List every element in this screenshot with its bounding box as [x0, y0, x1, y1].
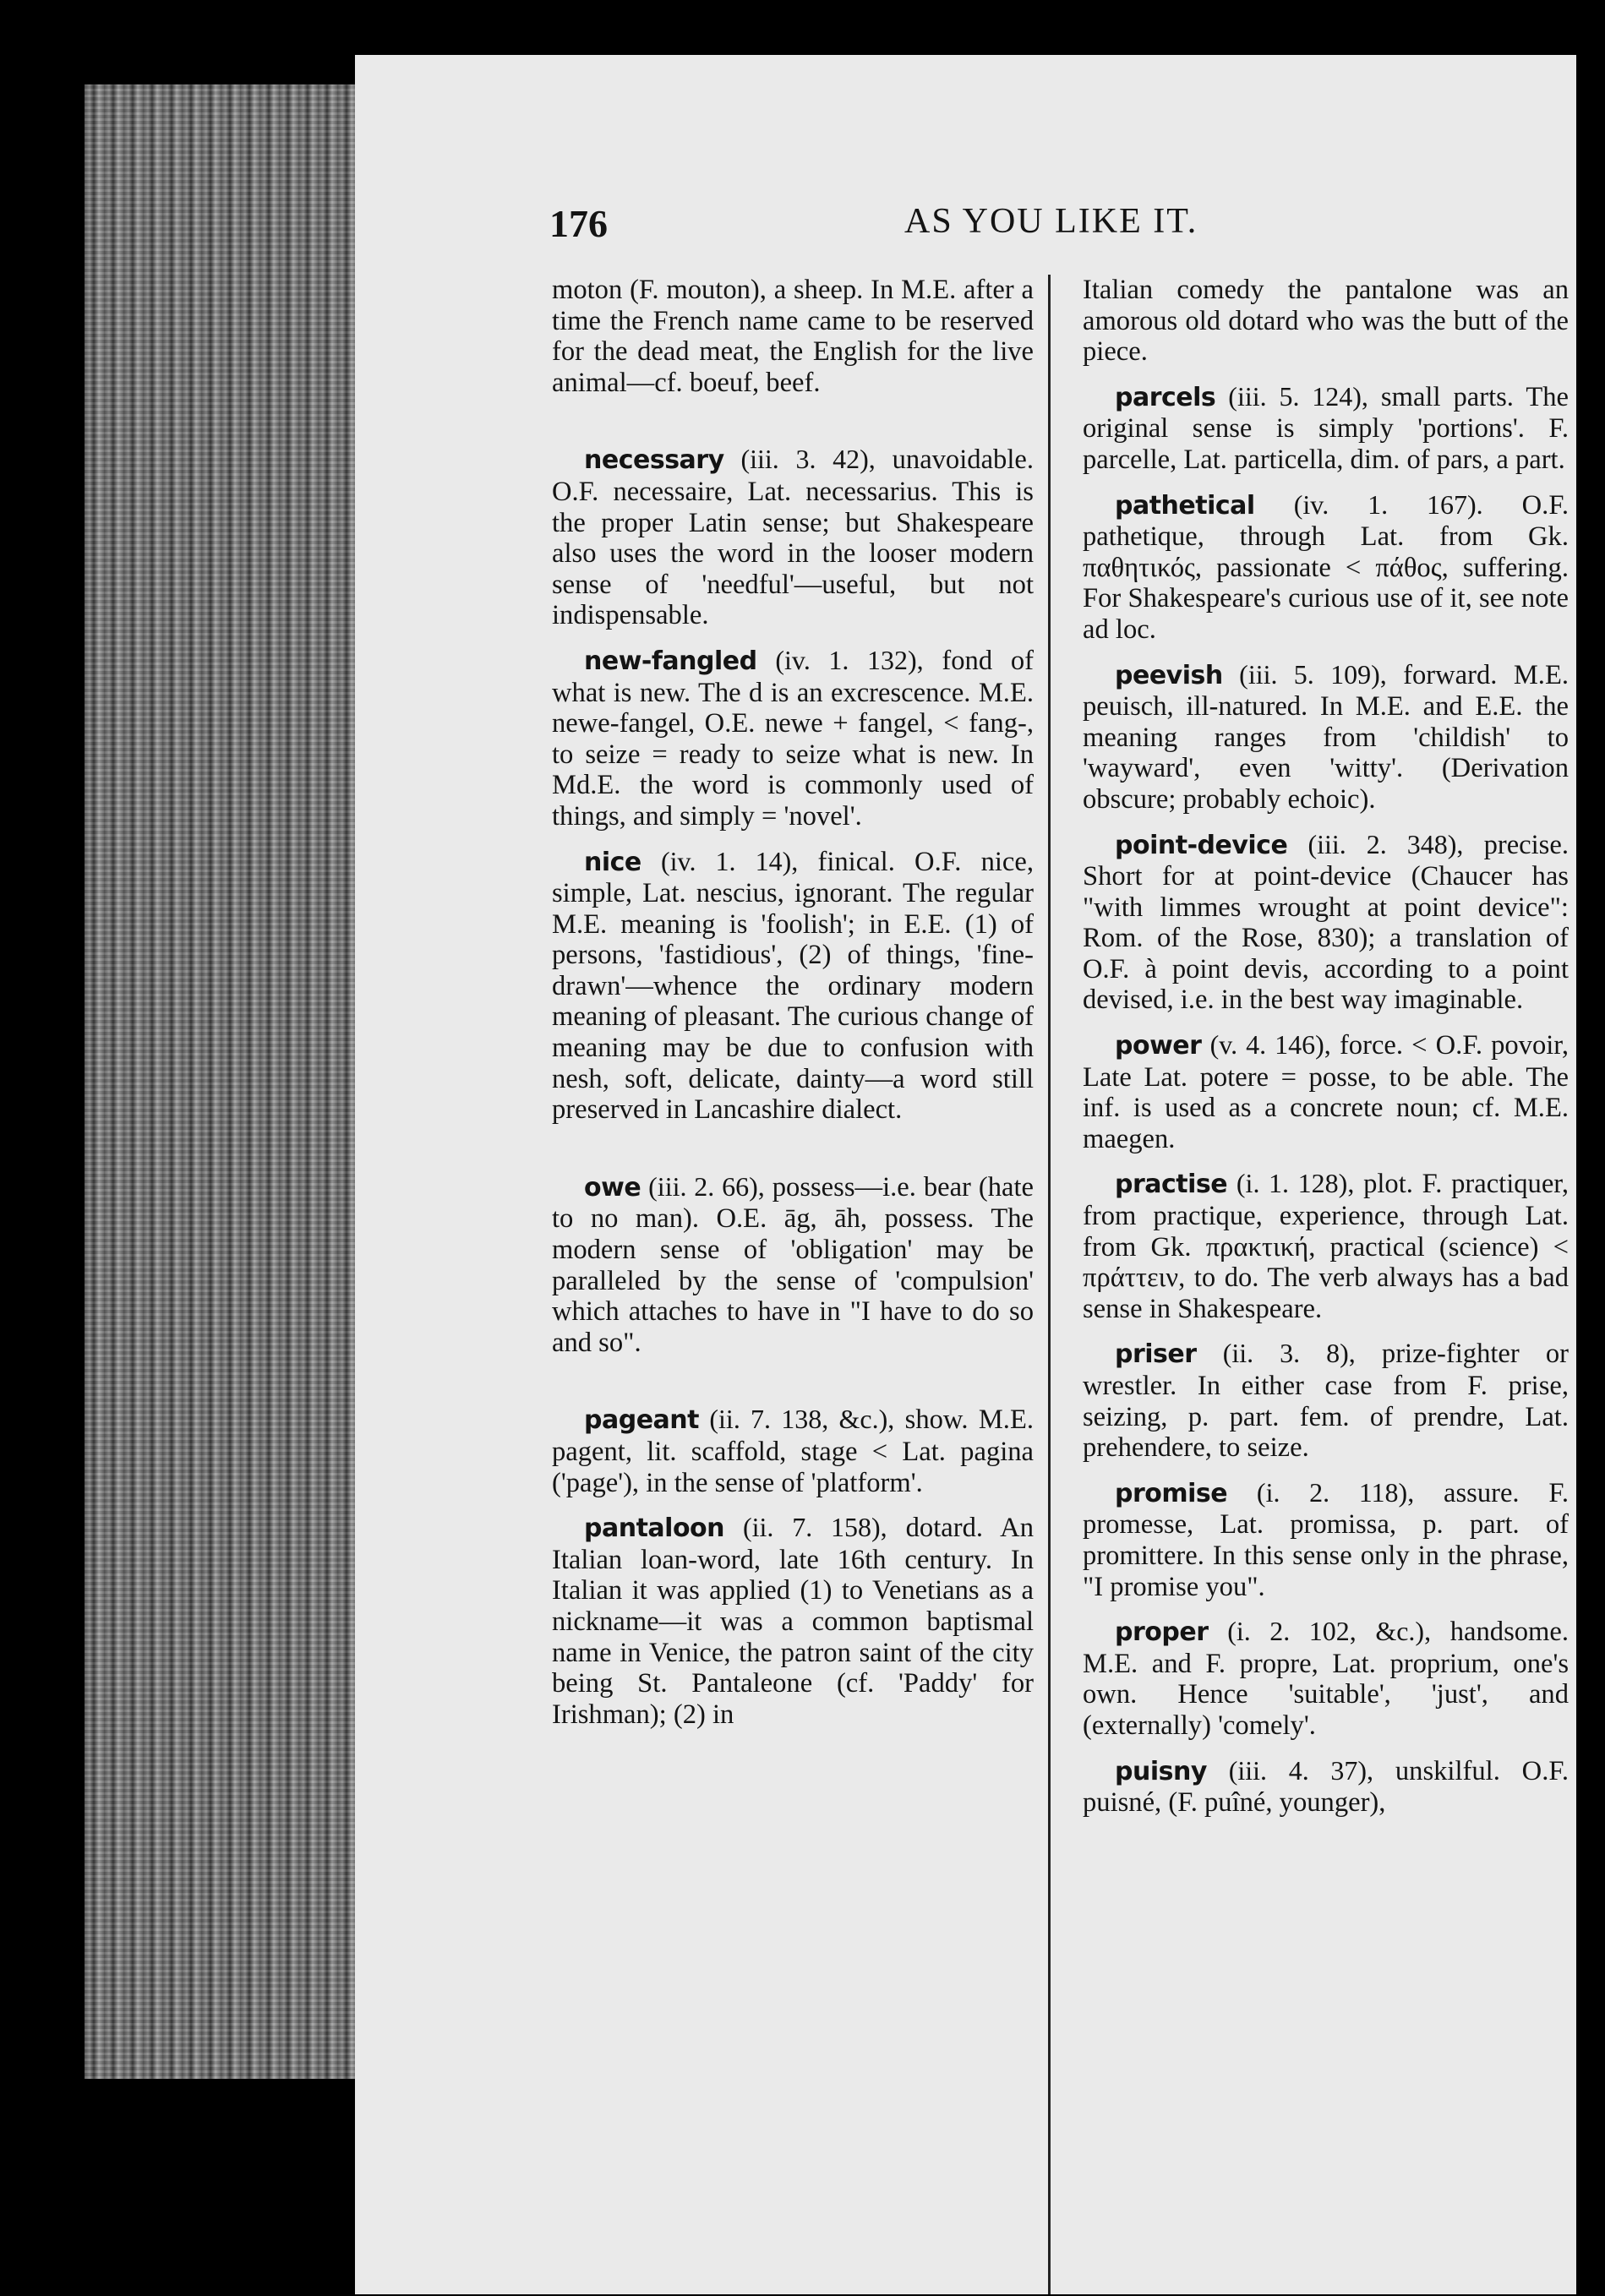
- glossary-entry: [1083, 659, 1569, 815]
- entry-headword: pageant: [584, 1405, 699, 1436]
- entry-reference: (ii. 7. 158),: [742, 1512, 887, 1543]
- entry-reference: (i. 2. 102, &c.),: [1227, 1616, 1432, 1647]
- glossary-entry: [552, 444, 1034, 631]
- entry-headword: nice: [584, 847, 641, 877]
- entry-body: moton (F. mouton), a sheep. In M.E. after a time the French name came to be reserved for the dead meat, the English for the live animal—cf. boeuf, beef.: [552, 275, 1034, 398]
- column-divider: [1048, 275, 1051, 2294]
- glossary-entry: [552, 1171, 1034, 1359]
- glossary-entry: [552, 275, 1034, 398]
- entry-body: prize-fighter or wrestler. In either case from F. prise, seizing, p. part. fem. of prendre, Lat. prehendere, to seize.: [1083, 1339, 1569, 1464]
- entry-body: dotard. An Italian loan-word, late 16th century. In Italian it was applied (1) to Venetians as a nickname—it was a common baptismal name in Venice, the patron saint of the city being St. Pantaleone (cf. 'Paddy' for Irishman); (2) in: [552, 1513, 1034, 1730]
- entry-reference: (iii. 2. 348),: [1307, 828, 1464, 859]
- entry-body: finical. O.F. nice, simple, Lat. nescius, ignorant. The regular M.E. meaning is 'foolish'; in E.E. (1) of persons, 'fastidious', (2) of things, 'fine-drawn'—whence the ordinary modern meaning of pleasant. The curious change of meaning may be due to confusion with nesh, soft, delicate, dainty—a word still preserved in Lancashire dialect.: [552, 846, 1034, 1126]
- glossary-entry: [552, 1404, 1034, 1498]
- glossary-entry: [1083, 489, 1569, 646]
- entry-reference: (i. 2. 118),: [1256, 1476, 1415, 1508]
- entry-headword: new-fangled: [584, 646, 757, 676]
- entry-body: force. < O.F. povoir, Late Lat. potere = posse, to be able. The inf. is used as a concrete noun; cf. M.E. maegen.: [1083, 1030, 1569, 1154]
- entry-headword: puisny: [1115, 1756, 1207, 1786]
- page-header: [549, 201, 1500, 269]
- entry-reference: (iv. 1. 167).: [1293, 488, 1483, 520]
- running-title: AS YOU LIKE IT.: [904, 202, 1198, 241]
- glossary-entry: [1083, 1755, 1569, 1819]
- glossary-entry: [552, 846, 1034, 1126]
- entry-reference: (i. 1. 128),: [1236, 1168, 1355, 1199]
- glossary-entry: [1083, 829, 1569, 1017]
- entry-headword: power: [1115, 1031, 1202, 1061]
- entry-body: small parts. The original sense is simply 'portions'. F. parcelle, Lat. particella, dim. of pars, a part.: [1083, 381, 1569, 475]
- glossary-entry: [1083, 1477, 1569, 1602]
- entry-body: unskilful. O.F. puisné, (F. puîné, younger),: [1083, 1755, 1569, 1819]
- entry-headword: promise: [1115, 1478, 1228, 1508]
- glossary-entry: [1083, 1168, 1569, 1324]
- right-column: [1083, 275, 1569, 1832]
- entry-headword: owe: [584, 1172, 641, 1203]
- entry-reference: (iv. 1. 132),: [775, 644, 924, 675]
- left-column: [552, 275, 1034, 1743]
- entry-body: assure. F. promesse, Lat. promissa, p. part. of promittere. In this sense only in the phrase, "I promise you".: [1083, 1477, 1569, 1602]
- entry-headword: parcels: [1115, 382, 1216, 412]
- entry-body: forward. M.E. peuisch, ill-natured. In M.E. and E.E. the meaning ranges from 'childish' to 'wayward', even 'witty'. (Derivation obscure; probably echoic).: [1083, 659, 1569, 815]
- entry-headword: peevish: [1115, 660, 1223, 690]
- glossary-entry: [1083, 381, 1569, 476]
- entry-body: possess—i.e. bear (hate to no man). O.E. āg, āh, possess. The modern sense of 'obligation' may be paralleled by the sense of 'compulsion' which attaches to have in "I have to do so and so".: [552, 1171, 1034, 1358]
- glossary-entry: [552, 1512, 1034, 1730]
- entry-body: precise. Short for at point-device (Chaucer has "with limmes wrought at point device": Rom. of the Rose, 830); a translation of O.F. à point devis, according to a point devised, i.e. in the best way imaginable.: [1083, 829, 1569, 1016]
- entry-headword: proper: [1115, 1617, 1209, 1648]
- entry-reference: (iv. 1. 14),: [661, 845, 799, 876]
- entry-body: unavoidable. O.F. necessaire, Lat. necessarius. This is the proper Latin sense; but Shakespeare also uses the word in the looser modern sense of 'needful'—useful, but not indispensable.: [552, 444, 1034, 631]
- glossary-entry: [1083, 275, 1569, 368]
- glossary-entry: [1083, 1029, 1569, 1154]
- entry-reference: (iii. 5. 109),: [1239, 658, 1387, 690]
- book-edge: [85, 85, 355, 2079]
- entry-reference: (ii. 3. 8),: [1222, 1338, 1356, 1369]
- entry-body: handsome. M.E. and F. propre, Lat. proprium, one's own. Hence 'suitable', 'just', and (externally) 'comely'.: [1083, 1617, 1570, 1741]
- entry-headword: practise: [1115, 1170, 1228, 1200]
- entry-headword: pantaloon: [584, 1513, 725, 1544]
- glossary-entry: [1083, 1616, 1569, 1741]
- entry-reference: (v. 4. 146),: [1209, 1029, 1331, 1061]
- entry-reference: (iii. 4. 37),: [1228, 1754, 1374, 1786]
- entry-headword: necessary: [584, 445, 724, 476]
- entry-body: fond of what is new. The d is an excrescence. M.E. newe-fangel, O.E. newe + fangel, < fang-, to seize = ready to seize what is new. In Md.E. the word is commonly used of things, and simply = 'novel'.: [552, 645, 1035, 832]
- entry-reference: (iii. 3. 42),: [740, 444, 876, 475]
- entry-headword: pathetical: [1115, 490, 1255, 521]
- entry-headword: point-device: [1115, 830, 1288, 860]
- entry-headword: priser: [1115, 1339, 1197, 1370]
- glossary-entry: [1083, 1338, 1569, 1463]
- entry-body: show. M.E. pagent, lit. scaffold, stage < Lat. pagina ('page'), in the sense of 'platform'.: [552, 1404, 1035, 1498]
- entry-body: Italian comedy the pantalone was an amorous old dotard who was the butt of the piece.: [1083, 275, 1569, 368]
- page-number: 176: [549, 202, 608, 245]
- entry-body: O.F. pathetique, through Lat. from Gk. παθητικός, passionate < πάθος, suffering. For Shakespeare's curious use of it, see note ad loc.: [1083, 489, 1569, 645]
- glossary-entry: [552, 645, 1034, 832]
- entry-reference: (iii. 2. 66),: [648, 1170, 765, 1202]
- entry-body: plot. F. practiquer, from practique, experience, through Lat. from Gk. πρακτική, practical (science) < πράττειν, to do. The verb always has a bad sense in Shakespeare.: [1083, 1169, 1569, 1324]
- entry-reference: (ii. 7. 138, &c.),: [709, 1404, 895, 1435]
- book-page: [355, 55, 1576, 2294]
- entry-reference: (iii. 5. 124),: [1228, 380, 1368, 412]
